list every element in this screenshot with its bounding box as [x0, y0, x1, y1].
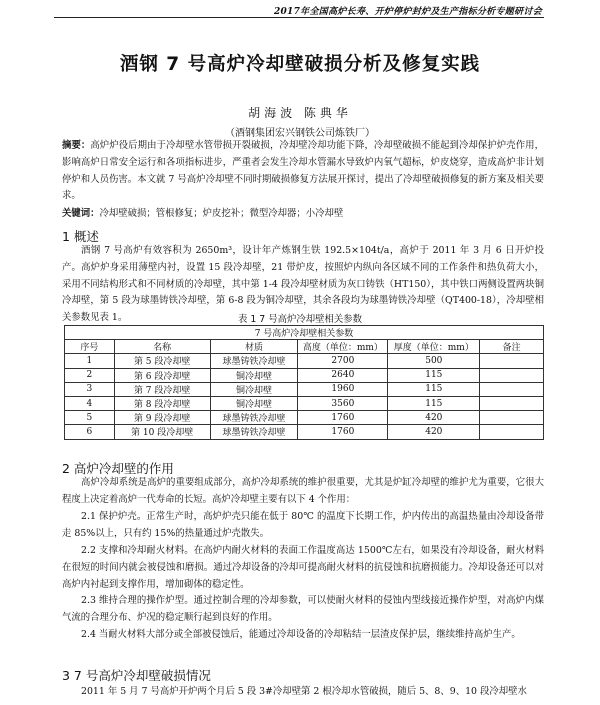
- table-body: [65, 354, 544, 439]
- paper-title: 酒钢 7 号高炉冷却壁破损分析及修复实践: [119, 54, 481, 75]
- section-2-2: 2.2 支撑和冷却耐火材料。在高炉内耐火材料的表面工作温度高达 1500℃左右，如果没有冷却设备，耐火材料在很短的时间内就会被侵蚀和磨损。通过冷却设备的冷却可提高耐火材料的抗侵蚀和抗磨损能力。冷却设备还可以对高炉内衬起到支撑作用，增加砌体的稳定性。: [62, 545, 544, 590]
- table-cell: 第 10 段冷却壁: [114, 425, 210, 439]
- table-cell: [480, 382, 544, 396]
- table-cell: 铜冷却壁: [210, 382, 298, 396]
- table-cell: 420: [388, 425, 480, 439]
- table-cell: 第 7 段冷却壁: [114, 382, 210, 396]
- table-cell: 500: [388, 354, 480, 368]
- table-header: 备注: [480, 340, 544, 354]
- table-cell: [480, 411, 544, 425]
- table-header: 厚度（单位：mm）: [388, 340, 480, 354]
- keywords-label: 关键词：: [62, 208, 100, 219]
- section-3-text: 2011 年 5 月 7 号高炉开炉两个月后 5 段 3#冷却壁第 2 根冷却水管破损，随后 5、8、9、10 段冷却壁水: [81, 686, 527, 697]
- table-cell: 2700: [298, 354, 388, 368]
- table-cell: 420: [388, 411, 480, 425]
- table-cell: 4: [65, 396, 115, 410]
- table-cell: 115: [388, 368, 480, 382]
- table-cell: 1760: [298, 411, 388, 425]
- table-cell: 铜冷却壁: [210, 368, 298, 382]
- table-cell: 115: [388, 396, 480, 410]
- table-header: 序号: [65, 340, 115, 354]
- section-3-heading: 3 7 号高炉冷却壁破损情况: [62, 668, 211, 683]
- table-cell: [480, 396, 544, 410]
- table-cell: 3: [65, 382, 115, 396]
- table-row: [65, 396, 544, 410]
- table-row: [65, 368, 544, 382]
- table-row: [65, 425, 544, 439]
- table-header-row: [65, 340, 544, 354]
- section-2-4: 2.4 当耐火材料大部分或全部被侵蚀后，能通过冷却设备的冷却粘结一层渣皮保护层，继续维持高炉生产。: [81, 629, 521, 640]
- section-1-heading: 1 概述: [62, 229, 99, 244]
- table-cell: 1960: [298, 382, 388, 396]
- section-2-intro: 高炉冷却系统是高炉的重要组成部分，高炉冷却系统的维护很重要，尤其是炉缸冷却壁的维护尤为重要，它很大程度上决定着高炉一代寿命的长短。高炉冷却壁主要有以下 4 个作用：: [62, 477, 544, 505]
- section-2-1: 2.1 保护炉壳。正常生产时，高炉炉壳只能在低于 80℃ 的温度下长期工作，炉内传出的高温热量由冷却设备带走 85%以上，只有约 15%的热量通过炉壳散失。: [62, 511, 544, 539]
- table-cell: [480, 354, 544, 368]
- running-header: 2017年全国高炉长寿、开炉停炉封炉及生产指标分析专题研讨会: [273, 7, 542, 17]
- table-cell: [480, 425, 544, 439]
- table-cell: 3560: [298, 396, 388, 410]
- table-row: [65, 411, 544, 425]
- abstract-text: 高炉炉役后期由于冷却壁水管带损开裂破损，冷却壁冷却功能下降，冷却壁破损不能起到冷却保护炉壳作用，影响高炉日常安全运行和各项指标进步，严重者会发生冷却水管漏水导致炉内氧气超标，炉皮烧穿，造成高炉非计划停炉和人员伤害。本文就 7 号高炉冷却壁不同时期破损修复方法展开探讨，提出了冷却壁破损修复的新方案及相关要求。: [62, 140, 544, 202]
- table-header: 高度（单位：mm）: [298, 340, 388, 354]
- table-cell: [480, 368, 544, 382]
- table-cell: 5: [65, 411, 115, 425]
- table-cell: 115: [388, 382, 480, 396]
- table-cell: 第 5 段冷却壁: [114, 354, 210, 368]
- table-cell: 1760: [298, 425, 388, 439]
- section-1-text: 酒钢 7 号高炉有效容积为 2650m³，设计年产炼钢生铁 192.5×104t/a，高炉于 2011 年 3 月 6 日开炉投产。高炉炉身采用薄壁内衬，设置 15 段冷却壁，21 带炉皮，按照炉内纵向各区域不同的工作条件和热负荷大小，采用不同结构形式和不同材质的冷却壁，其中第 1-4 段冷却壁材质为灰口铸铁（HT150），其中铁口两侧设置两块铜冷却壁，第 5 段为球墨铸铁冷却壁，第 6-8 段为铜冷却壁，其余各段均为球墨铸铁冷却壁（QT400-18），冷却壁相关参数见表 1。: [62, 245, 544, 324]
- table-cell: 第 8 段冷却壁: [114, 396, 210, 410]
- params-table: [64, 325, 544, 440]
- table-cell: 2640: [298, 368, 388, 382]
- authors: 胡海波 陈典华: [248, 106, 352, 120]
- table-cell: 球墨铸铁冷却壁: [210, 411, 298, 425]
- table-row: [65, 354, 544, 368]
- table-cell: 1: [65, 354, 115, 368]
- table-title-row: [65, 326, 544, 340]
- affiliation: （酒钢集团宏兴钢铁公司炼铁厂）: [225, 128, 375, 139]
- header-rule: [54, 17, 544, 18]
- table-title: 7 号高炉冷却壁相关参数: [65, 326, 544, 340]
- abstract-label: 摘要：: [62, 140, 91, 151]
- section-2-3: 2.3 维持合理的操作炉型。通过控制合理的冷却参数，可以使耐火材料的侵蚀内型线接近操作炉型，对高炉内煤气流的合理分布、炉况的稳定顺行起到良好的作用。: [62, 595, 544, 623]
- table-cell: 2: [65, 368, 115, 382]
- table-cell: 6: [65, 425, 115, 439]
- table-cell: 铜冷却壁: [210, 396, 298, 410]
- table-cell: 球墨铸铁冷却壁: [210, 425, 298, 439]
- table-caption: 表 1 7 号高炉冷却壁相关参数: [238, 314, 362, 325]
- table-row: [65, 382, 544, 396]
- abstract: [62, 138, 544, 205]
- keywords-text: 冷却壁破损；管根修复；炉皮挖补；微型冷却器；小冷却壁: [99, 208, 344, 219]
- table-cell: 第 6 段冷却壁: [114, 368, 210, 382]
- table-cell: 第 9 段冷却壁: [114, 411, 210, 425]
- keywords: [62, 206, 544, 223]
- section-2-heading: 2 高炉冷却壁的作用: [62, 461, 174, 476]
- table-header: 材质: [210, 340, 298, 354]
- table-cell: 球墨铸铁冷却壁: [210, 354, 298, 368]
- table-header: 名称: [114, 340, 210, 354]
